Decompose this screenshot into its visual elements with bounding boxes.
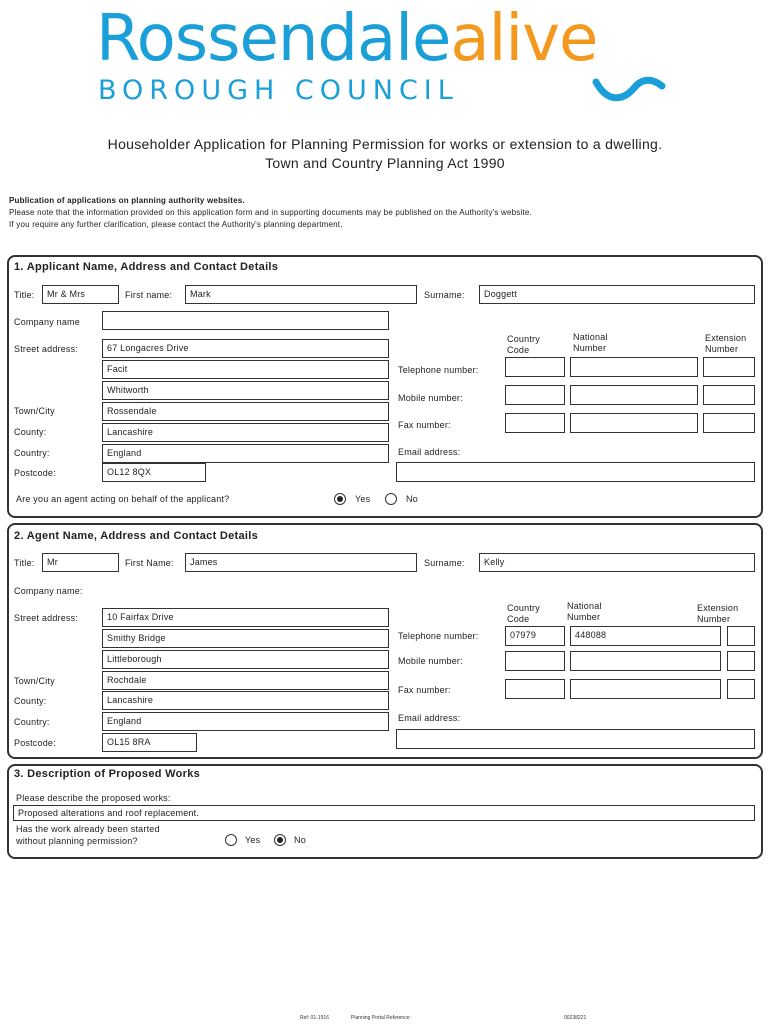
applicant-title-field[interactable]: Mr & Mrs [42,285,119,304]
applicant-county-field[interactable]: Lancashire [102,423,389,442]
email-label: Email address: [398,447,461,457]
agent-company-label: Company name: [14,586,83,596]
agent-postcode-label: Postcode: [14,738,56,748]
logo-text-alive: alive [450,2,598,76]
work-started-question-line-2: without planning permission? [16,836,138,846]
agent-telephone-label: Telephone number: [398,631,479,641]
applicant-postcode-field[interactable]: OL12 8QX [102,463,206,482]
applicant-mob-number-field[interactable] [570,385,698,405]
surname-label: Surname: [424,290,465,300]
applicant-fax-ext-field[interactable] [703,413,755,433]
agent-yes-label: Yes [355,494,371,504]
title-label: Title: [14,290,35,300]
agent-county-field[interactable]: Lancashire [102,691,389,710]
agent-fax-number-field[interactable] [570,679,721,699]
first-name-label: First name: [125,290,173,300]
agent-yes-radio[interactable] [334,493,346,505]
agent-mob-ext-field[interactable] [727,651,755,671]
agent-title-label: Title: [14,558,35,568]
form-title: Householder Application for Planning Permission for works or extension to a dwelling. [107,136,663,152]
section-3-heading: 3. Description of Proposed Works [14,768,201,780]
agent-street-label: Street address: [14,613,79,623]
applicant-email-field[interactable] [396,462,755,482]
agent-town-field[interactable]: Rochdale [102,671,389,690]
notice-line-1: Please note that the information provided on this application form and in supporting documents may be published on the Authority's website. [9,208,532,217]
agent-town-label: Town/City [14,676,55,686]
council-logo [96,4,597,74]
town-city-label: Town/City [14,406,55,416]
applicant-tel-code-field[interactable] [505,357,565,377]
describe-works-label: Please describe the proposed works: [16,793,171,803]
agent-street-3-field[interactable]: Littleborough [102,650,389,669]
agent-email-field[interactable] [396,729,755,749]
company-name-label: Company name [14,317,80,327]
applicant-town-field[interactable]: Rossendale [102,402,389,421]
agent-first-name-field[interactable]: James [185,553,417,572]
applicant-tel-ext-field[interactable] [703,357,755,377]
notice-line-2: If you require any further clarification, please contact the Authority's planning department. [9,220,343,229]
telephone-label: Telephone number: [398,365,479,375]
agent-no-label: No [406,494,418,504]
applicant-tel-number-field[interactable] [570,357,698,377]
agent-title-field[interactable]: Mr [42,553,119,572]
section-2-heading: 2. Agent Name, Address and Contact Details [14,530,259,542]
work-started-no-radio[interactable] [274,834,286,846]
agent-country-code-header: Country Code [507,603,540,624]
logo-subtitle: BOROUGH COUNCIL [98,75,459,106]
applicant-fax-code-field[interactable] [505,413,565,433]
work-started-question-line-1: Has the work already been started [16,824,160,834]
agent-extension-number-header: Extension Number [697,603,739,624]
agent-mob-code-field[interactable] [505,651,565,671]
applicant-company-field[interactable] [102,311,389,330]
agent-postcode-field[interactable]: OL15 8RA [102,733,197,752]
agent-surname-field[interactable]: Kelly [479,553,755,572]
footer-portal-ref: 00238221 [564,1015,587,1021]
national-number-header: National Number [573,332,608,353]
mobile-label: Mobile number: [398,393,463,403]
applicant-country-field[interactable]: England [102,444,389,463]
agent-tel-ext-field[interactable] [727,626,755,646]
form-subtitle: Town and Country Planning Act 1990 [265,155,505,171]
fax-label: Fax number: [398,420,451,430]
applicant-first-name-field[interactable]: Mark [185,285,417,304]
applicant-mob-ext-field[interactable] [703,385,755,405]
applicant-street-3-field[interactable]: Whitworth [102,381,389,400]
agent-street-1-field[interactable]: 10 Fairfax Drive [102,608,389,627]
agent-country-field[interactable]: England [102,712,389,731]
footer-ref: Ref: 01-1916 [300,1015,329,1021]
notice-heading: Publication of applications on planning authority websites. [9,196,245,205]
agent-fax-code-field[interactable] [505,679,565,699]
agent-first-name-label: First Name: [125,558,174,568]
work-started-yes-radio[interactable] [225,834,237,846]
agent-email-label: Email address: [398,713,461,723]
applicant-surname-field[interactable]: Doggett [479,285,755,304]
agent-mob-number-field[interactable] [570,651,721,671]
agent-tel-code-field[interactable]: 07979 [505,626,565,646]
street-address-label: Street address: [14,344,79,354]
agent-tel-number-field[interactable]: 448088 [570,626,721,646]
applicant-street-2-field[interactable]: Facit [102,360,389,379]
applicant-mob-code-field[interactable] [505,385,565,405]
agent-question: Are you an agent acting on behalf of the applicant? [16,494,230,504]
agent-no-radio[interactable] [385,493,397,505]
applicant-street-1-field[interactable]: 67 Longacres Drive [102,339,389,358]
logo-text-main: Rossendale [96,2,451,76]
country-label: Country: [14,448,50,458]
extension-number-header: Extension Number [705,333,747,354]
agent-surname-label: Surname: [424,558,465,568]
agent-fax-ext-field[interactable] [727,679,755,699]
agent-fax-label: Fax number: [398,685,451,695]
works-description-field[interactable]: Proposed alterations and roof replacement. [13,805,755,821]
postcode-label: Postcode: [14,468,56,478]
footer-portal-label: Planning Portal Reference: [351,1015,411,1021]
applicant-fax-number-field[interactable] [570,413,698,433]
agent-country-label: Country: [14,717,50,727]
agent-national-number-header: National Number [567,601,602,622]
agent-county-label: County: [14,696,47,706]
work-started-yes-label: Yes [245,835,261,845]
section-1-heading: 1. Applicant Name, Address and Contact Details [14,261,279,273]
county-label: County: [14,427,47,437]
work-started-no-label: No [294,835,306,845]
agent-street-2-field[interactable]: Smithy Bridge [102,629,389,648]
agent-mobile-label: Mobile number: [398,656,463,666]
country-code-header: Country Code [507,334,540,355]
logo-swoosh-icon [590,70,670,110]
